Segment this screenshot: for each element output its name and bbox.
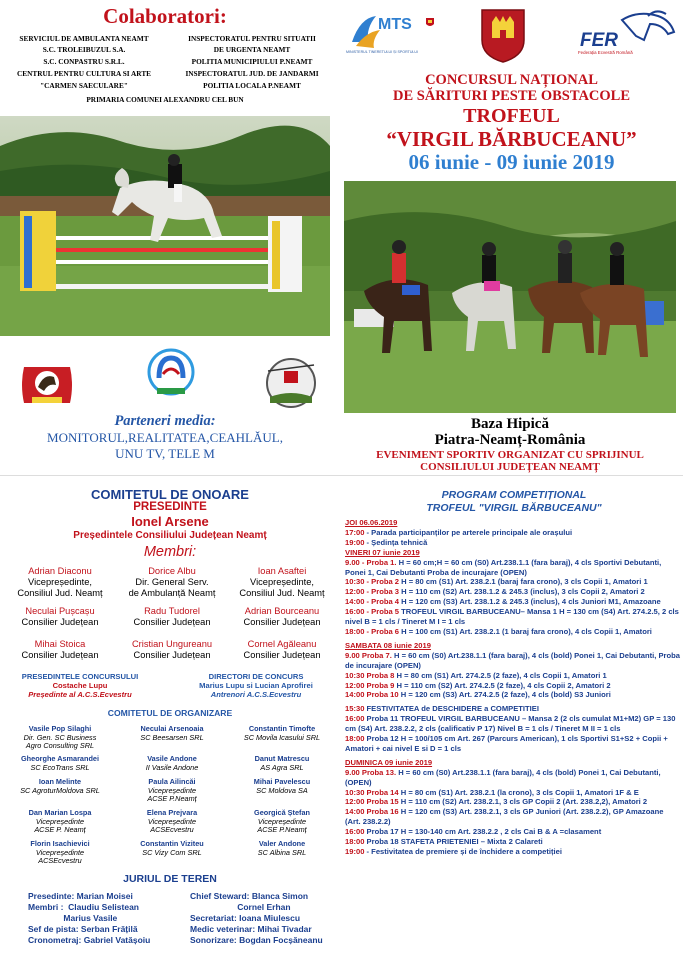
collaborator-right-4: INSPECTORATUL JUD. DE JANDARMI: [185, 69, 319, 78]
trophy-name: “VIRGIL BĂRBUCEANU”: [386, 127, 637, 151]
media-partners-title: Parteneri media:: [114, 413, 216, 429]
show-jumping-photo: [0, 116, 330, 336]
program-day-heading: SAMBATA 08 iunie 2019: [345, 640, 431, 650]
organizer-card: Florin Isachievici Vicepreședinte ACSEcvestru: [30, 839, 90, 866]
organizer-card: Paula Ailincăi Vicepreședinte ACSE P.Neamț: [147, 777, 197, 804]
program-title: PROGRAM COMPETIȚIONAL: [441, 489, 587, 501]
contest-title-line1: CONCURSUL NAȚIONAL: [425, 72, 598, 88]
event-sponsor-line2: CONSILIULUI JUDEȚEAN NEAMȚ: [420, 461, 600, 473]
organizer-card: Gheorghe Asmarandei SC EcoTrans SRL: [21, 754, 99, 772]
program-item: 12:00 Proba 9 H = 110 cm (S2) Art. 274.2.5 (2 faze), 4 cls Copii 2, Amatori 2: [345, 680, 611, 690]
sponsor-logos: [340, 4, 683, 66]
equestrian-club-logo: [18, 361, 76, 409]
program-item: 10:30 Proba 8 H = 80 cm (S1) Art. 274.2.5 (2 faze), 4 cls Copii 1, Amatori 1: [345, 670, 607, 680]
collaborator-left-5: "CARMEN SAECULARE": [40, 81, 128, 90]
contest-president-name: Costache Lupu: [52, 681, 108, 690]
program-item: 9.00 Proba 13. H = 60 cm (S0) Art.238.1.1 (fara baraj), 4 cls (bold) Ponei 1, Cai Debutanti, (OPEN): [345, 767, 661, 787]
jury-title: JURIUL DE TEREN: [123, 873, 217, 885]
fer-logo-caption: Federația Ecvestră Română: [578, 50, 633, 55]
collaborators-title: Colaboratori:: [103, 4, 227, 28]
contest-president-block: [0, 672, 160, 699]
jury-left-column: Presedinte: Marian Moisei Membri : Claudiu Selistean Marius Vasile Sef de pista: Serban Frățilă Cronometraj: Gabriel Vatășoiu: [28, 891, 151, 945]
program-subtitle: TROFEUL "VIRGIL BĂRBUCEANU": [426, 502, 602, 514]
organizer-card: Valer Andone SC Albina SRL: [257, 839, 307, 857]
program-item: 16:00 Proba 17 H = 130-140 cm Art. 238.2.2 , 2 cls Cai B & A =clasament: [345, 827, 602, 837]
fer-logo-text: FER: [580, 30, 618, 51]
organizer-card: Vasile Andone II Vasile Andone: [145, 754, 199, 772]
program-day-heading: VINERI 07 iunie 2019: [345, 547, 420, 557]
program-item: 12:00 Proba 15 H = 110 cm (S2) Art. 238.2.1, 3 cls GP Copii 2 (Art. 238.2,2), Amatori 2: [345, 797, 648, 807]
program-item: 16:00 - Proba 5 TROFEUL VIRGIL BARBUCEANU– Mansa 1 H = 130 cm (S4) Art. 274.2.5, 2 cls nivel B = 1 cls / Tineret M I = 1 cls: [345, 607, 679, 627]
contest-title-line2: DE SĂRITURI PESTE OBSTACOLE: [392, 88, 631, 104]
collaborator-right-3: POLITIA MUNICIPIULUI P.NEAMT: [191, 57, 313, 66]
collaborator-left-1: SERVICIUL DE AMBULANTA NEAMT: [19, 34, 149, 43]
program-item: 18:00 Proba 18 STAFETA PRIETENIEI – Mixta 2 Calareti: [345, 837, 543, 847]
member-card: Ioan Asaftei Vicepreședinte, Consiliul Jud. Neamț: [239, 566, 325, 598]
collaborator-left-3: S.C. CONPASTRU S.R.L.: [43, 57, 125, 66]
program-item: 19:00 - Festivitatea de premiere și de închidere a competiției: [345, 847, 562, 856]
contest-president-role: Președinte al A.C.S.Ecvestru: [28, 690, 132, 699]
collaborator-footer: PRIMARIA COMUNEI ALEXANDRU CEL BUN: [86, 95, 244, 104]
program-item: 12:00 - Proba 3 H = 110 cm (S2) Art. 238.1.2 & 245.3 (inclus), 3 cls Copii 2, Amatori 2: [345, 587, 645, 597]
program-item: 16:00 Proba 11 TROFEUL VIRGIL BARBUCEANU – Mansa 2 (2 cls cumulat M1+M2) GP = 130 cm (S4) Art. 238.2.2, 2 cls (calificativ P 17) Nivel B = 1 cls / Tineret M II = 1 cls: [345, 714, 676, 734]
president-name: Ionel Arsene: [131, 514, 209, 529]
program-item: 10:30 Proba 14 H = 80 cm (S1) Art. 238.2.1 (la crono), 3 cls Copii 1, Amatori 1F & E: [345, 787, 639, 797]
organizer-card: Neculai Arsenoaia SC Beesarsen SRL: [140, 724, 204, 742]
organizer-card: Georgică Ștefan Vicepreședinte ACSE P.Neamț: [254, 808, 310, 835]
media-partners-line2: UNU TV, TELE M: [115, 446, 215, 461]
member-card: Mihai Stoica Consilier Județean: [21, 639, 99, 660]
perla-neamtului-logo: [262, 357, 320, 409]
directors-block: [174, 672, 338, 699]
program-item: 14:00 Proba 16 H = 120 cm (S3) Art. 238.2.1, 3 cls GP Juniori (Art. 238.2.2), GP Amazoane (Art. 238.2.2): [345, 807, 664, 827]
directors-label: DIRECTORI DE CONCURS: [208, 672, 304, 681]
contest-president-label: PRESEDINTELE CONCURSULUI: [21, 672, 139, 681]
organizer-card: Dan Marian Lospa Vicepreședinte ACSE P. Neamț: [28, 808, 92, 835]
collaborator-right-1: INSPECTORATUL PENTRU SITUATII: [188, 34, 316, 43]
organizer-card: Elena Prejvara Vicepreședinte ACSEcvestru: [146, 808, 198, 835]
member-card: Neculai Pușcașu Consilier Județean: [21, 606, 99, 627]
collaborator-left-4: CENTRUL PENTRU CULTURA SI ARTE: [16, 69, 152, 78]
members-title: Membri:: [143, 544, 197, 560]
media-partners-line1: MONITORUL,REALITATEA,CEAHLĂUL,: [47, 430, 283, 445]
organizing-committee-title: COMITETUL DE ORGANIZARE: [107, 708, 233, 718]
program-schedule: [345, 518, 681, 857]
program-item: 18:00 - Proba 6 H = 100 cm (S1) Art. 238.2.1 (1 baraj fara crono), 4 cls Copii 1, Amatori: [345, 626, 652, 636]
organizer-card: Ioan Melinte SC AgroturMoldova SRL: [20, 777, 100, 795]
organizer-card: Constantin Timofte SC Movila Icasului SRL: [243, 724, 321, 742]
collaborator-right-5: POLITIA LOCALA P.NEAMT: [203, 81, 301, 90]
member-card: Radu Tudorel Consilier Județean: [133, 606, 211, 627]
venue-name: Baza Hipică: [471, 416, 549, 432]
collaborator-right-2: DE URGENTA NEAMT: [213, 45, 291, 54]
program-item: 15:30 FESTIVITATEA de DESCHIDERE a COMPETITIEI: [345, 704, 539, 714]
section-divider: [0, 475, 683, 476]
program-day-heading: JOI 06.06.2019: [345, 518, 398, 527]
program-item: 14:00 Proba 10 H = 120 cm (S3) Art. 274.2.5 (2 faze), 4 cls (bold) S3 Juniori: [345, 690, 611, 700]
president-role: Președintele Consiliului Județean Neamț: [73, 530, 267, 541]
organizer-card: Danut Matrescu AS Agra SRL: [254, 754, 310, 772]
program-item: 14:00 - Proba 4 H = 120 cm (S3) Art. 238.1.2 & 245.3 (inclus), 4 cls Juniori M1, Amazoane: [345, 597, 661, 607]
fer-logo: [578, 10, 678, 58]
mts-logo-text: MTS: [378, 16, 412, 33]
program-item: 9.00 - Proba 1. H = 60 cm;H = 60 cm (S0) Art.238.1.1 (fara baraj), 4 cls Sportivi Debutanti, Ponei 1, Cai Debutanti Proba de incurajare (OPEN): [345, 557, 662, 577]
collaborator-left-2: S.C. TROLEIBUZUL S.A.: [42, 45, 126, 54]
event-sponsor-line1: EVENIMENT SPORTIV ORGANIZAT CU SPRIJINUL: [376, 449, 644, 461]
mts-logo: [346, 12, 438, 60]
directors-names: Marius Lupu si Lucian Aprofirei: [199, 681, 313, 690]
horseshoe-association-logo: [147, 344, 195, 402]
riders-photo: [344, 181, 676, 413]
organizer-card: Mihai Pavelescu SC Moldova SA: [253, 777, 311, 795]
program-item: 19:00 - Ședința tehnică: [345, 537, 428, 547]
organizer-card: Vasile Pop Silaghi Dir. Gen. SC Business Agro Consulting SRL: [23, 724, 97, 751]
organizer-card: Constantin Viziteu SC Vizy Com SRL: [140, 839, 204, 857]
directors-role: Antrenori A.C.S.Ecvestru: [210, 690, 302, 699]
honor-committee-title: COMITETUL DE ONOARE: [91, 487, 249, 502]
program-item: 18:00 Proba 12 H = 100/105 cm Art. 267 (Parcurs American), 1 cls Sportivi S1+S2 + Copii + Amatori + cai nivel E si D = 1 cls: [345, 734, 668, 753]
president-label: PRESEDINTE: [133, 501, 207, 513]
venue-location: Piatra-Neamț-România: [434, 432, 586, 448]
member-card: Adrian Diaconu Vicepreședinte, Consiliul Jud. Neamț: [17, 566, 103, 598]
mts-logo-caption: MINISTERUL TINERETULUI ȘI SPORTULUI: [346, 50, 419, 54]
program-item: 17:00 - Parada participanților pe arterele principale ale orașului: [345, 527, 573, 537]
contest-dates: 06 iunie - 09 iunie 2019: [408, 150, 615, 174]
member-card: Dorice Albu Dir. General Serv. de Ambulanță Neamț: [128, 566, 216, 598]
program-item: 10:30 - Proba 2 H = 80 cm (S1) Art. 238.2.1 (baraj fara crono), 3 cls Copii 1, Amatori 1: [345, 577, 648, 587]
jury-right-column: Chief Steward: Blanca Simon Cornel Erhan Secretariat: Ioana Miulescu Medic veterinar: Mihai Tivadar Sonorizare: Bogdan Focșăneanu: [190, 891, 323, 945]
member-card: Cristian Ungureanu Consilier Județean: [131, 639, 213, 660]
neamt-county-coat-of-arms: [478, 6, 528, 64]
program-day-heading: DUMINICA 09 iunie 2019: [345, 757, 433, 767]
member-card: Adrian Bourceanu Consilier Județean: [243, 606, 321, 627]
member-card: Cornel Agăleanu Consilier Județean: [243, 639, 321, 660]
program-item: 9.00 Proba 7. H = 60 cm (S0) Art.238.1.1 (fara baraj), 4 cls (bold) Ponei 1, Cai Debutanti, Proba de incurajare (OPEN): [345, 650, 681, 670]
trophy-label: TROFEUL: [463, 105, 560, 127]
